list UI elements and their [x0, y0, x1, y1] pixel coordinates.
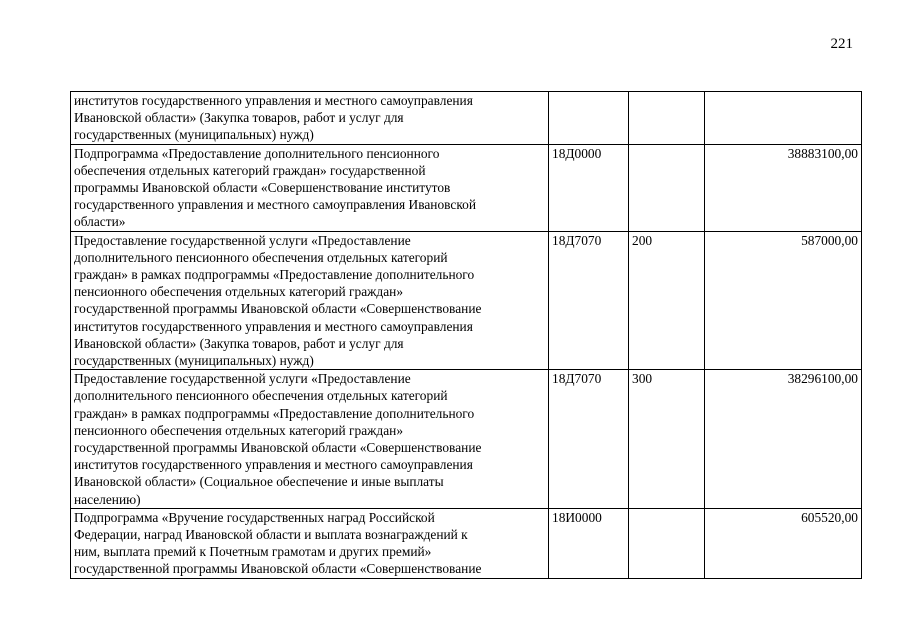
item-name-line: государственных (муниципальных) нужд): [74, 127, 314, 143]
item-name-line: населению): [74, 491, 141, 507]
item-name-line: Федерации, наград Ивановской области и выплата вознаграждений к: [74, 527, 468, 543]
item-name-cell: [71, 144, 549, 231]
table-row: [71, 144, 862, 231]
budget-table: [70, 91, 862, 579]
item-name-line: дополнительного пенсионного обеспечения отдельных категорий: [74, 249, 448, 265]
item-name-line: дополнительного пенсионного обеспечения отдельных категорий: [74, 388, 448, 404]
item-name-line: области»: [74, 214, 126, 230]
item-name-line: институтов государственного управления и местного самоуправления: [74, 457, 473, 473]
page-number: 221: [830, 36, 853, 52]
item-name-line: государственной программы Ивановской области «Совершенствование: [74, 301, 482, 317]
item-name-line: институтов государственного управления и местного самоуправления: [74, 93, 473, 108]
item-name-line: государственных (муниципальных) нужд): [74, 353, 314, 369]
item-name-line: обеспечения отдельных категорий граждан» государственной: [74, 162, 426, 178]
item-name-line: государственной программы Ивановской области «Совершенствование: [74, 440, 482, 456]
target-article-code-cell: 18Д0000: [549, 144, 629, 231]
item-name-line: Предоставление государственной услуги «Предоставление: [74, 371, 411, 387]
item-name-cell: [71, 508, 549, 578]
expense-type-code-cell: [629, 92, 705, 145]
item-name-cell: [71, 370, 549, 509]
expense-type-code-cell: 300: [629, 370, 705, 509]
item-name-line: Ивановской области» (Закупка товаров, работ и услуг для: [74, 335, 404, 351]
item-name-line: пенсионного обеспечения отдельных категорий граждан»: [74, 422, 404, 438]
item-name-line: граждан» в рамках подпрограммы «Предоставление дополнительного: [74, 405, 475, 421]
item-name-line: ним, выплата премий к Почетным грамотам и других премий»: [74, 544, 432, 560]
item-name-line: Подпрограмма «Вручение государственных наград Российской: [74, 509, 435, 525]
item-name-line: пенсионного обеспечения отдельных категорий граждан»: [74, 284, 404, 300]
target-article-code-cell: 18Д7070: [549, 231, 629, 370]
item-name-line: государственного управления и местного самоуправления Ивановской: [74, 197, 477, 213]
expense-type-code-cell: [629, 144, 705, 231]
amount-cell: [705, 92, 862, 145]
amount-cell: 587000,00: [705, 231, 862, 370]
table-row: [71, 508, 862, 578]
amount-cell: 38883100,00: [705, 144, 862, 231]
item-name-cell: [71, 231, 549, 370]
item-name-line: Ивановской области» (Закупка товаров, работ и услуг для: [74, 110, 404, 126]
target-article-code-cell: [549, 92, 629, 145]
item-name-line: Ивановской области» (Социальное обеспечение и иные выплаты: [74, 474, 444, 490]
item-name-line: государственной программы Ивановской области «Совершенствование: [74, 561, 482, 577]
target-article-code-cell: 18И0000: [549, 508, 629, 578]
item-name-line: Предоставление государственной услуги «Предоставление: [74, 232, 411, 248]
amount-cell: 605520,00: [705, 508, 862, 578]
target-article-code-cell: 18Д7070: [549, 370, 629, 509]
item-name-line: программы Ивановской области «Совершенствование институтов: [74, 180, 451, 196]
table-row: [71, 231, 862, 370]
item-name-cell: [71, 92, 549, 145]
expense-type-code-cell: 200: [629, 231, 705, 370]
table-row: [71, 370, 862, 509]
item-name-line: Подпрограмма «Предоставление дополнительного пенсионного: [74, 145, 440, 161]
table-row: [71, 92, 862, 145]
expense-type-code-cell: [629, 508, 705, 578]
amount-cell: 38296100,00: [705, 370, 862, 509]
item-name-line: институтов государственного управления и местного самоуправления: [74, 318, 473, 334]
item-name-line: граждан» в рамках подпрограммы «Предоставление дополнительного: [74, 267, 475, 283]
